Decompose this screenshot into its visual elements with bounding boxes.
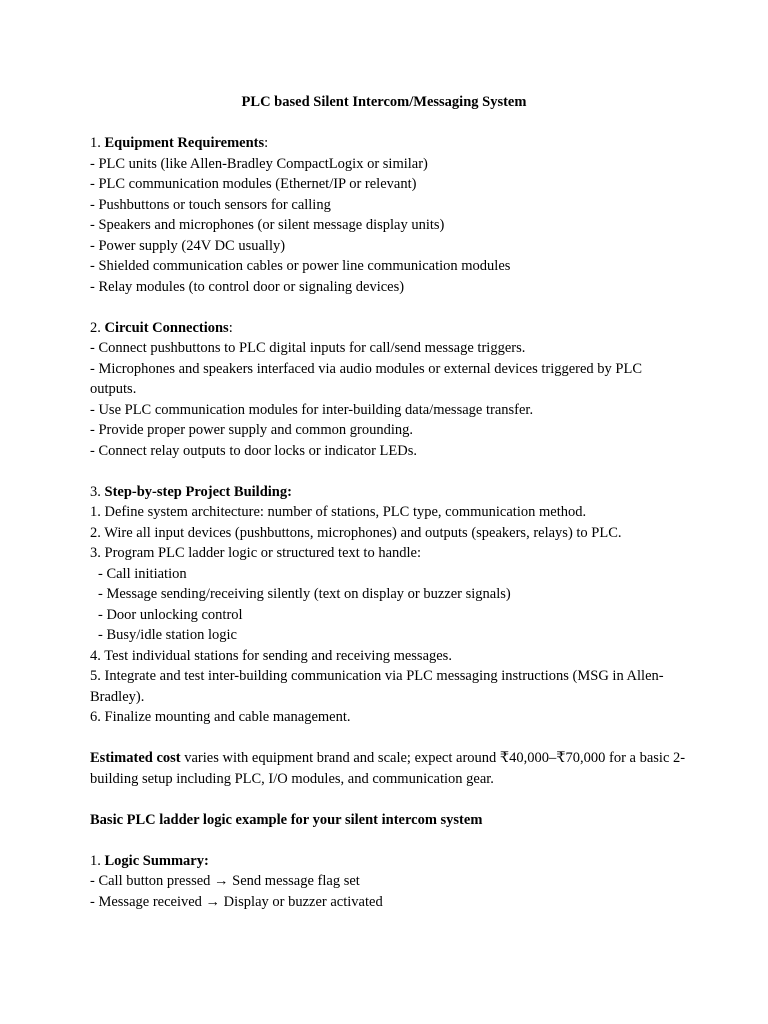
list-item: 4. Test individual stations for sending and receiving messages. — [90, 647, 452, 664]
section-heading-text: Equipment Requirements — [104, 135, 265, 151]
section-heading-colon: : — [264, 135, 269, 151]
list-item: 3. Program PLC ladder logic or structured text to handle: — [90, 545, 422, 561]
section-heading-logic — [90, 851, 690, 872]
section-heading-steps — [90, 482, 690, 503]
paragraph-gap — [90, 789, 690, 810]
sub-list-item: - Busy/idle station logic — [98, 627, 237, 643]
section-number: 2. — [90, 319, 105, 336]
section-heading-text: Circuit Connections — [104, 319, 229, 336]
list-item: - Microphones and speakers interfaced via audio modules or external devices triggered by PLC outputs. — [90, 360, 643, 397]
paragraph-gap — [90, 461, 690, 482]
cost-paragraph — [90, 748, 690, 789]
cost-label: Estimated cost — [90, 750, 181, 766]
list-item: 5. Integrate and test inter-building communication via PLC messaging instructions (MSG in Allen-Bradley). — [90, 668, 664, 705]
list-item: - Call button pressed → Send message flag set — [90, 873, 360, 889]
list-item: 2. Wire all input devices (pushbuttons, microphones) and outputs (speakers, relays) to PLC. — [90, 524, 622, 541]
list-item: - PLC units (like Allen-Bradley CompactLogix or similar) — [90, 155, 428, 172]
section-number: 3. — [90, 483, 105, 500]
list-item: - Message received → Display or buzzer activated — [90, 893, 383, 910]
section-heading-text: Step-by-step Project Building: — [104, 483, 292, 500]
paragraph-gap — [90, 297, 690, 318]
cost-text: varies with equipment brand and scale; expect around ₹40,000–₹70,000 for a basic 2-building setup including PLC, I/O modules, and communication gear. — [90, 750, 686, 787]
list-item: - Pushbuttons or touch sensors for calling — [90, 196, 331, 213]
section-number: 1. — [90, 135, 105, 151]
section-heading-equipment — [90, 133, 690, 154]
list-item: 1. Define system architecture: number of stations, PLC type, communication method. — [90, 504, 587, 520]
list-item: - Power supply (24V DC usually) — [90, 237, 286, 254]
list-item: - Shielded communication cables or power line communication modules — [90, 258, 511, 274]
list-item: - Relay modules (to control door or signaling devices) — [90, 278, 405, 295]
section-heading-text: Logic Summary: — [104, 852, 209, 869]
list-item: - Connect pushbuttons to PLC digital inputs for call/send message triggers. — [90, 340, 526, 356]
sub-list-item: - Door unlocking control — [98, 606, 243, 623]
list-item: - PLC communication modules (Ethernet/IP or relevant) — [90, 176, 417, 192]
paragraph-gap — [90, 728, 690, 749]
list-item: 6. Finalize mounting and cable management. — [90, 709, 351, 725]
section-number: 1. — [90, 852, 105, 869]
section-heading-circuit — [90, 318, 690, 339]
paragraph-gap — [90, 830, 690, 851]
document-title: PLC based Silent Intercom/Messaging System — [241, 94, 527, 110]
section-heading-colon: : — [228, 319, 233, 336]
list-item: - Speakers and microphones (or silent message display units) — [90, 217, 445, 233]
document-body — [90, 133, 690, 912]
sub-list-item: - Message sending/receiving silently (text on display or buzzer signals) — [98, 586, 511, 602]
ladder-logic-heading — [90, 810, 690, 831]
list-item: - Connect relay outputs to door locks or indicator LEDs. — [90, 442, 417, 459]
list-item: - Use PLC communication modules for inter-building data/message transfer. — [90, 401, 534, 418]
ladder-logic-heading-text: Basic PLC ladder logic example for your silent intercom system — [90, 811, 483, 828]
list-item: - Provide proper power supply and common grounding. — [90, 422, 413, 438]
sub-list-item: - Call initiation — [98, 565, 187, 582]
